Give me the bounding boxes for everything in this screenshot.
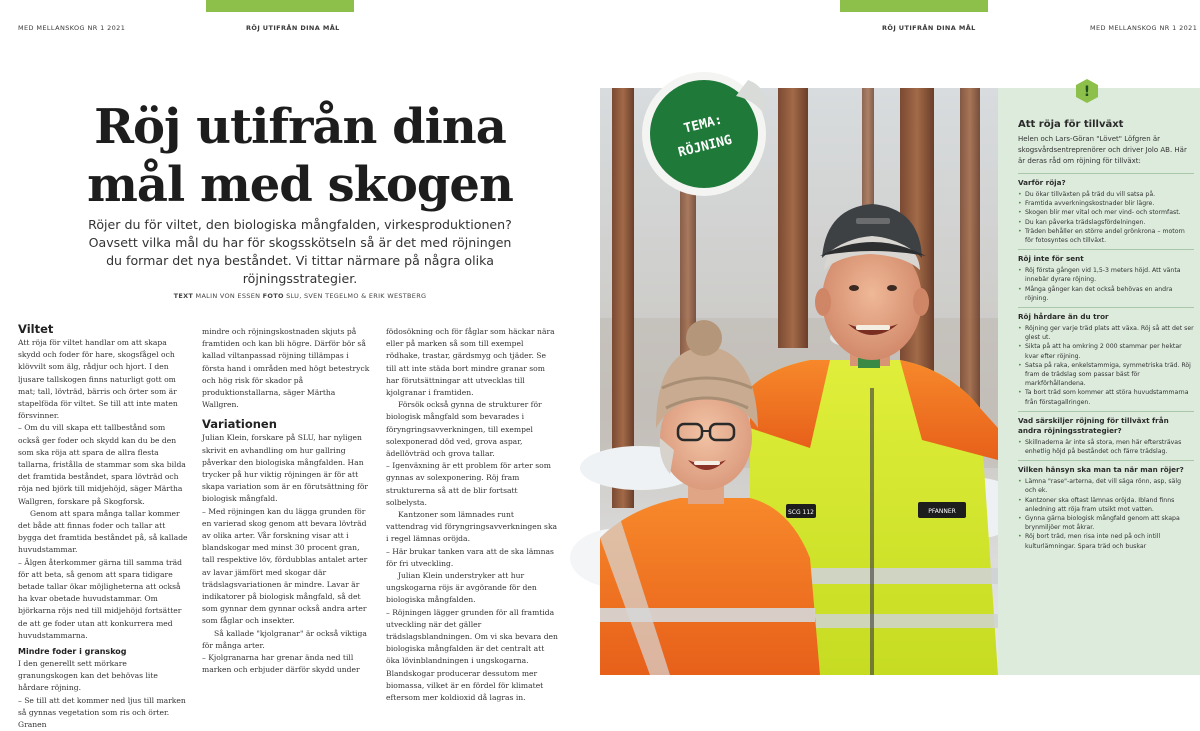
paragraph: Så kallade "kjolgranar" är också viktiga för många arter. <box>202 628 367 650</box>
section-tab-right <box>840 0 988 12</box>
list-item: • Sikta på att ha omkring 2 000 stammar per hektar kvar efter röjning. <box>1018 342 1194 360</box>
article-title-line1: Röj utifrån dina <box>94 99 506 155</box>
sticker-line2: RÖJNING <box>676 132 734 161</box>
paragraph: Att röja för viltet handlar om att skapa skydd och foder för hare, skogsfågel och klövvilt som älg, rådjur och hjort. I den ljusare tallskogen finns naturligt gott om mat; tall, lövträd, bärris och örter som är stapelföda för viltet. Se till att inte maten försvinner. <box>18 338 178 421</box>
sidebar-list <box>1018 438 1194 456</box>
tips-sidebar <box>998 84 1200 675</box>
man-eye <box>887 285 897 291</box>
text-column-3 <box>386 326 558 704</box>
article-title-line2: mål med skogen <box>87 157 513 213</box>
sidebar-section <box>1018 411 1194 456</box>
svg-text:!: ! <box>1083 84 1091 100</box>
sidebar-section <box>1018 249 1194 303</box>
paragraph: Försök också gynna de strukturer för biologisk mångfald som bevarades i föryngringsavverkningen, till exempel solexponerad död ved, grova aspar, ädellövträd och grova tallar. <box>386 400 542 459</box>
man-eye <box>849 285 859 291</box>
paragraph: – Om du vill skapa ett tallbestånd som också ger foder och skydd kan du be den som ska röja att spara de allra flesta tallarna, fristålla de stammar som ska bilda det framtida beståndet, spara lövträd och röja ned björk till midjehöjd, säger Märtha Wallgren, forskare på Skogforsk. <box>18 423 186 506</box>
running-head-right: MED MELLANSKOG NR 1 2021 <box>1090 24 1198 32</box>
sidebar-intro: Helen och Lars-Göran "Lövet" Löfgren är skogsvårdsentreprenörer och driver Jolo AB. Här är deras råd om röjning för tillväxt: <box>1018 135 1187 165</box>
woman-teeth <box>694 461 720 465</box>
list-item: • Skogen blir mer vital och mer vind- och stormfast. <box>1018 208 1194 217</box>
paragraph: – Kjolgranarna har grenar ända ned till marken och erbjuder därför skydd under <box>202 653 360 675</box>
sidebar-section-heading: Vilken hänsyn ska man ta när man röjer? <box>1018 465 1184 475</box>
list-item: • Skillnaderna är inte så stora, men här eftersträvas enhetlig höjd på beståndet och färre trädslag. <box>1018 438 1194 456</box>
exclamation-badge-icon <box>1074 78 1100 104</box>
sidebar-content <box>1018 118 1194 555</box>
running-head-left: MED MELLANSKOG NR 1 2021 <box>18 24 126 32</box>
paragraph: – Älgen återkommer gärna till samma träd för att beta, så genom att spara tidigare betade tallar ökar möjligheterna att också ha kvar obetade huvudstammar. Om björkarna röjs ned till midjehöjd fortsätter de att ge foder utan att konkurrera med huvudstammarna. <box>18 557 183 640</box>
sidebar-section-heading: Varför röja? <box>1018 178 1066 187</box>
vest-patch-label: PFANNER <box>928 508 956 515</box>
section-tab-left <box>206 0 354 12</box>
tree-trunk <box>612 88 634 508</box>
paragraph: – Röjningen lägger grunden för all framtida utveckling när det gäller trädslagsblandningen. Om vi ska bevara den biologiska mångfalden är det centralt att öka lövinblandningen i ungskogarna. Blandskogar producerar dessutom mer biomassa, vilket är en fördel för klimatet eftersom mer koldioxid då lagras in. <box>386 607 558 703</box>
subheading-granskog: Mindre foder i granskog <box>18 647 127 657</box>
sidebar-list <box>1018 477 1194 551</box>
list-item: • Röj första gången vid 1,5-3 meters höjd. Att vänta innebär dyrare röjning. <box>1018 266 1194 284</box>
list-item: • Satsa på raka, enkelstammiga, symmetriska träd. Röj fram de trädslag som passar bäst för markförhållandena. <box>1018 361 1194 389</box>
sidebar-list <box>1018 266 1194 303</box>
list-item: • Du ökar tillväxten på träd du vill satsa på. <box>1018 190 1194 199</box>
paragraph: Julian Klein, forskare på SLU, har nyligen skrivit en avhandling om hur gallring påverkar den biologiska mångfalden. Han trycker på hur viktig röjningen är för att skapa variation som är en förutsättning för biologisk mångfald. <box>202 433 369 504</box>
list-item: • Kantzoner ska oftast lämnas oröjda. Ibland finns anledning att röja fram utsikt mot vatten. <box>1018 496 1194 514</box>
man-ear <box>913 288 929 316</box>
text-column-1 <box>18 322 188 731</box>
paragraph: födosökning och för fåglar som häckar nära eller på marken så som till exempel rödhake, trastar, gärdsmyg och tjäder. Se till att inte städa bort mindre granar som har förutsättningar att utvecklas till kjolgranar i framtiden. <box>386 327 555 398</box>
paragraph: Genom att spara många tallar kommer det både att finnas foder och tallar att bygga det framtida beståndet på, så kallade huvudstammar. <box>18 508 188 555</box>
list-item: • Framtida avverkningskostnader blir lägre. <box>1018 199 1194 208</box>
list-item: • Röjning ger varje träd plats att växa. Röj så att det ser glest ut. <box>1018 324 1194 342</box>
text-column-2 <box>202 326 372 676</box>
theme-sticker <box>636 66 776 206</box>
sidebar-section-heading: Röj inte för sent <box>1018 254 1084 264</box>
cap-logo <box>856 218 890 224</box>
sidebar-section-heading: Vad särskiljer röjning för tillväxt från andra röjningsstrategier? <box>1018 415 1169 435</box>
sidebar-list <box>1018 190 1194 245</box>
paragraph: – Här brukar tanken vara att de ska lämnas för fri utveckling. <box>386 546 554 568</box>
subheading-variationen: Variationen <box>202 417 277 432</box>
paragraph: Kantzoner som lämnades runt vattendrag vid föryngringsavverkningen ska i regel lämnas oröjda. <box>386 510 558 544</box>
byline: TEXT MALIN VON ESSEN FOTO SLU, SVEN TEGELMO & ERIK WESTBERG <box>173 292 427 300</box>
chest-badge-label: SCG 112 <box>787 509 815 516</box>
paragraph: mindre och röjningskostnaden skjuts på framtiden och kan bli högre. Därför bör så kallad viltanpassad röjning tillämpas i första hand i områden med högt betestryck och hög risk för skador på produktionstallarna, säger Märtha Wallgren. <box>202 327 370 410</box>
paragraph: – Se till att det kommer ned ljus till marken så gynnas vegetation som ris och örter. Granen <box>18 695 186 730</box>
list-item: • Många gånger kan det också behövas en andra röjning. <box>1018 285 1194 303</box>
list-item: • Ta bort träd som kommer att störa huvudstammarna från förstagallringen. <box>1018 388 1194 406</box>
right-page <box>600 0 1200 675</box>
list-item: • Röj bort träd, men risa inte ned på och intill kulturlämningar. Spara träd och buskar <box>1018 532 1194 550</box>
sidebar-section <box>1018 173 1194 245</box>
subheading-viltet: Viltet <box>18 322 54 336</box>
article-ingress: Röjer du för viltet, den biologiska mångfalden, virkesproduktionen? Oavsett vilka mål du har för skogsskötseln så är det med röjningen du formar det nya beståndet. Vi tittar närmare på några olika röjningsstrategier. <box>88 217 512 286</box>
article-photo <box>600 88 998 675</box>
tree-trunk <box>778 88 808 348</box>
list-item: • Gynna gärna biologisk mångfald genom att skapa brynmiljöer mot åkrar. <box>1018 514 1194 532</box>
section-head-left: RÖJ UTIFRÅN DINA MÅL <box>246 24 340 32</box>
man-teeth <box>856 325 890 330</box>
jacket-zip <box>870 388 874 675</box>
paragraph: Julian Klein understryker att hur ungskogarna röjs är avgörande för den biologiska mångfalden. <box>386 571 537 605</box>
sidebar-section-heading: Röj hårdare än du tror <box>1018 312 1109 322</box>
sidebar-section <box>1018 307 1194 407</box>
section-head-right: RÖJ UTIFRÅN DINA MÅL <box>882 24 976 32</box>
paragraph: I den generellt sett mörkare granungskogen kan det behövas lite hårdare röjning. <box>18 659 158 693</box>
paragraph: – Igenväxning är ett problem för arter som gynnas av solexponering. Röj fram strukturerna så att de blir fortsatt solbelysta. <box>386 461 551 507</box>
list-item: • Du kan påverka trädslagsfördelningen. <box>1018 218 1194 227</box>
list-item: • Träden behåller en större andel grönkrona – motorn för fotosyntes och tillväxt. <box>1018 227 1194 245</box>
sidebar-list <box>1018 324 1194 407</box>
sticker-line1: TEMA: <box>682 112 724 137</box>
man-ear <box>815 288 831 316</box>
sidebar-section <box>1018 460 1194 551</box>
paragraph: – Med röjningen kan du lägga grunden för en varierad skog genom att bevara lövträd av olika arter. Vår forskning visar att i blandskogar med minst 30 procent gran, tall respektive löv, fördubblas antalet arter av lavar jämfört med skogar där trädslagsvariationen är mindre. Lavar är indikatorer på biologisk mångfald, så det som gynnar dem gynnar också andra arter som fåglar och insekter. <box>202 506 368 626</box>
left-page <box>0 0 600 730</box>
beanie-pompom <box>686 320 722 356</box>
sidebar-title: Att röja för tillväxt <box>1018 119 1124 130</box>
list-item: • Lämna "rase"-arterna, det vill säga rönn, asp, sälg och ek. <box>1018 477 1194 495</box>
